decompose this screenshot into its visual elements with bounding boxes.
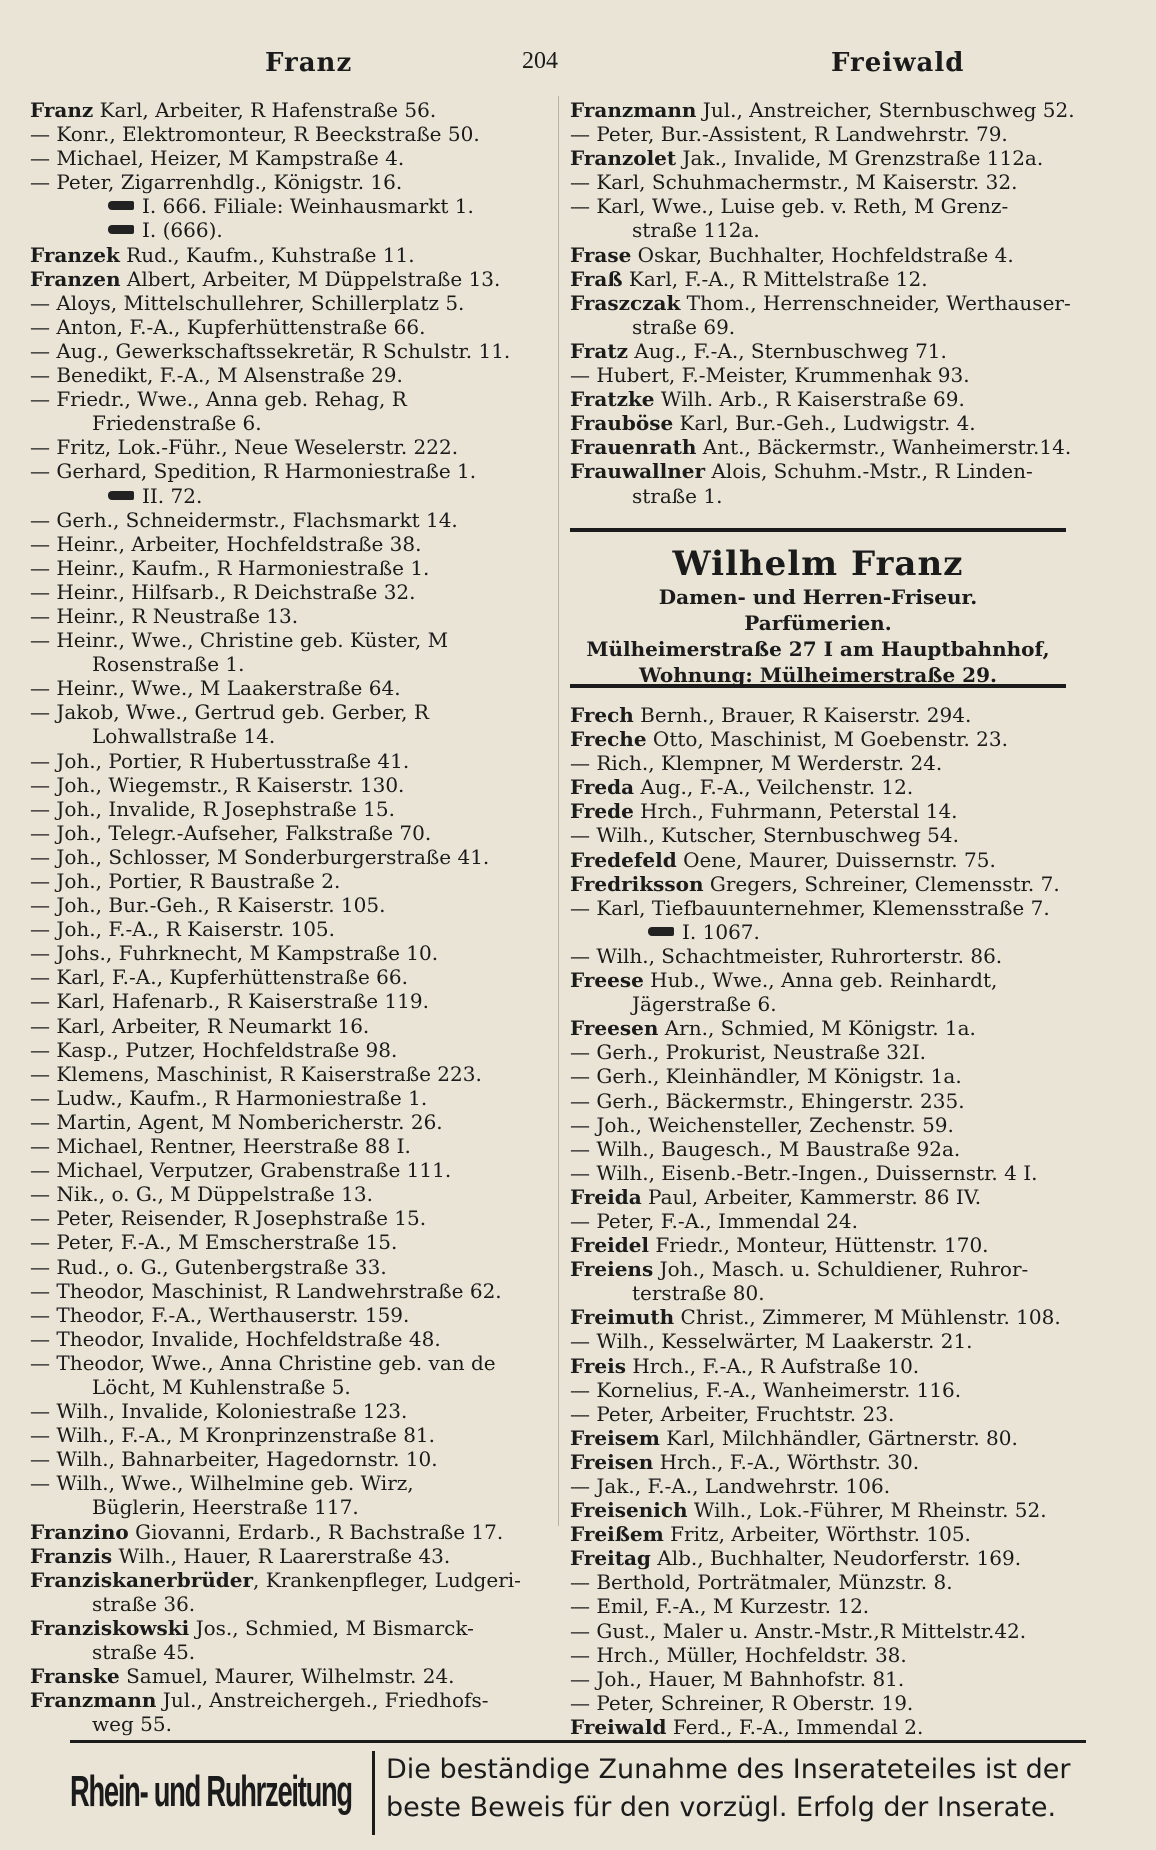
entry-surname: Franzolet <box>570 146 677 171</box>
directory-subentry: — Joh., Weichensteller, Zechenstr. 59. <box>570 1112 954 1137</box>
directory-subentry: — Ludw., Kaufm., R Harmoniestraße 1. <box>30 1085 428 1110</box>
entry-details: Christ., Zimmerer, M Mühlenstr. 108. <box>674 1305 1061 1330</box>
footer-slogan <box>386 1751 1070 1827</box>
directory-subentry: — Wilh., Bahnarbeiter, Hagedornstr. 10. <box>30 1447 438 1472</box>
entry-details: Wilh., Lok.-Führer, M Rheinstr. 52. <box>687 1498 1047 1523</box>
entry-details: Samuel, Maurer, Wilhelmstr. 24. <box>119 1664 455 1689</box>
right-column-top <box>570 98 1090 508</box>
telephone-number: I. (666). <box>142 218 223 243</box>
directory-entry <box>30 1520 560 1544</box>
directory-entry <box>570 703 1090 727</box>
telephone-number: I. 666. Filiale: Weinhausmarkt 1. <box>142 194 474 219</box>
directory-subentry: — Peter, Schreiner, R Oberstr. 19. <box>570 1690 914 1715</box>
entry-details: Joh., Masch. u. Schuldiener, Ruhror- <box>653 1257 1029 1282</box>
entry-surname: Freisem <box>570 1425 660 1450</box>
directory-entry <box>570 1546 1090 1570</box>
directory-entry <box>570 1233 1090 1257</box>
footer-separator <box>372 1751 375 1835</box>
entry-details: Fritz, Arbeiter, Wörthstr. 105. <box>663 1522 971 1547</box>
entry-surname: Frauwallner <box>570 459 706 484</box>
directory-entry <box>30 1616 560 1640</box>
entry-surname: Frauböse <box>570 411 674 436</box>
directory-subentry: — Theodor, F.-A., Werthauserstr. 159. <box>30 1302 410 1327</box>
entry-continuation: Löcht, M Kuhlenstraße 5. <box>92 1374 351 1399</box>
directory-entry <box>570 1426 1090 1450</box>
directory-subentry: — Peter, Bur.-Assistent, R Landwehrstr. 79. <box>570 122 1008 147</box>
ad-line-3: Mülheimerstraße 27 I am Hauptbahnhof, <box>586 637 1050 661</box>
directory-entry <box>30 1544 560 1568</box>
telephone-icon <box>108 225 134 234</box>
entry-surname: Franzek <box>30 242 120 267</box>
entry-details: Jul., Anstreichergeh., Friedhofs- <box>156 1688 489 1713</box>
directory-subentry: — Michael, Heizer, M Kampstraße 4. <box>30 146 405 171</box>
entry-continuation: Lohwallstraße 14. <box>92 724 276 749</box>
directory-entry <box>570 775 1090 799</box>
entry-surname: Fraß <box>570 266 623 291</box>
directory-subentry: — Jak., F.-A., Landwehrstr. 106. <box>570 1474 891 1498</box>
entry-surname: Freisenich <box>570 1498 688 1523</box>
entry-continuation: straße 36. <box>92 1591 196 1616</box>
directory-subentry: — Hubert, F.-Meister, Krummenhak 93. <box>570 363 970 388</box>
directory-subentry: — Martin, Agent, M Nombericherstr. 26. <box>30 1109 443 1134</box>
directory-subentry: — Kornelius, F.-A., Wanheimerstr. 116. <box>570 1377 962 1402</box>
directory-subentry: — Aug., Gewerkschaftssekretär, R Schulstr. 11. <box>30 338 511 363</box>
entry-details: Jos., Schmied, M Bismarck- <box>189 1615 474 1640</box>
page-number: 204 <box>522 48 558 74</box>
entry-surname: Freida <box>570 1184 642 1209</box>
entry-details: Karl, Bur.-Geh., Ludwigstr. 4. <box>673 411 976 436</box>
directory-entry <box>570 1522 1090 1546</box>
directory-entry <box>30 1568 560 1592</box>
telephone-icon <box>108 201 134 210</box>
directory-subentry: — Joh., Bur.-Geh., R Kaiserstr. 105. <box>30 893 386 918</box>
entry-details: Aug., F.-A., Veilchenstr. 12. <box>634 775 914 800</box>
directory-subentry: — Gerh., Schneidermstr., Flachsmarkt 14. <box>30 507 458 532</box>
telephone-line <box>570 920 1090 944</box>
directory-entry <box>570 1498 1090 1522</box>
directory-subentry: — Hrch., Müller, Hochfeldstr. 38. <box>570 1642 907 1667</box>
directory-entry <box>570 1450 1090 1474</box>
directory-entry <box>570 1305 1090 1329</box>
entry-details: Ferd., F.-A., Immendal 2. <box>666 1714 924 1739</box>
directory-entry <box>570 799 1090 823</box>
telephone-icon <box>108 491 134 500</box>
directory-subentry: — Heinr., Wwe., Christine geb. Küster, M <box>30 628 449 653</box>
entry-continuation: Jägerstraße 6. <box>632 992 777 1017</box>
directory-subentry: — Wilh., F.-A., M Kronprinzenstraße 81. <box>30 1423 435 1448</box>
entry-details: Hub., Wwe., Anna geb. Reinhardt, <box>643 968 998 993</box>
ad-line-4: Wohnung: Mülheimerstraße 29. <box>639 663 997 687</box>
telephone-line <box>30 194 560 218</box>
directory-subentry: — Rich., Klempner, M Werderstr. 24. <box>570 751 943 776</box>
telephone-icon <box>648 927 674 936</box>
ad-title: Wilhelm Franz <box>672 544 964 584</box>
directory-subentry: — Konr., Elektromonteur, R Beeckstraße 50. <box>30 122 480 147</box>
entry-surname: Fraszczak <box>570 290 681 315</box>
directory-entry <box>570 1354 1090 1378</box>
entry-details: Karl, F.-A., R Mittelstraße 12. <box>622 266 928 291</box>
directory-entry <box>570 339 1090 363</box>
entry-details: Albert, Arbeiter, M Düppelstraße 13. <box>120 266 501 291</box>
directory-entry <box>570 1257 1090 1281</box>
entry-surname: Freiwald <box>570 1714 667 1739</box>
directory-subentry: — Rud., o. G., Gutenbergstraße 33. <box>30 1254 387 1279</box>
slogan-line-1: Die beständige Zunahme des Inserateteiles ist der <box>386 1754 1071 1785</box>
entry-surname: Freesen <box>570 1016 659 1041</box>
entry-surname: Franzmann <box>30 1688 157 1713</box>
directory-subentry: — Aloys, Mittelschullehrer, Schillerplatz 5. <box>30 290 465 315</box>
directory-entry <box>570 872 1090 896</box>
entry-details: Alb., Buchhalter, Neudorferstr. 169. <box>650 1546 1022 1571</box>
entry-surname: Franziskowski <box>30 1615 190 1640</box>
telephone-number: II. 72. <box>142 483 203 508</box>
entry-details: Rud., Kaufm., Kuhstraße 11. <box>119 242 415 267</box>
advertisement <box>570 528 1066 688</box>
directory-entry <box>570 1016 1090 1040</box>
entry-surname: Franz <box>30 98 94 122</box>
entry-surname: Freidel <box>570 1233 650 1258</box>
entry-surname: Freisen <box>570 1449 654 1474</box>
directory-entry <box>570 1715 1090 1739</box>
directory-subentry: — Fritz, Lok.-Führ., Neue Weselerstr. 222. <box>30 435 459 460</box>
directory-subentry: — Kasp., Putzer, Hochfeldstraße 98. <box>30 1037 398 1062</box>
directory-subentry: — Nik., o. G., M Düppelstraße 13. <box>30 1182 373 1207</box>
entry-continuation: terstraße 80. <box>632 1281 765 1306</box>
directory-entry <box>570 291 1090 315</box>
right-column-bottom <box>570 703 1090 1739</box>
directory-entry <box>30 243 560 267</box>
entry-surname: Franzis <box>30 1543 113 1568</box>
telephone-line <box>30 218 560 242</box>
entry-surname: Franske <box>30 1664 120 1689</box>
entry-continuation: straße 1. <box>632 483 723 508</box>
directory-entry <box>570 98 1090 122</box>
directory-subentry: — Gerhard, Spedition, R Harmoniestraße 1. <box>30 459 477 484</box>
directory-subentry: — Michael, Rentner, Heerstraße 88 I. <box>30 1134 411 1159</box>
directory-subentry: — Peter, F.-A., Immendal 24. <box>570 1208 858 1233</box>
directory-entry <box>570 267 1090 291</box>
entry-continuation: weg 55. <box>92 1712 172 1737</box>
entry-surname: Freißem <box>570 1522 664 1547</box>
directory-subentry: — Joh., Portier, R Hubertusstraße 41. <box>30 748 410 773</box>
entry-surname: Freitag <box>570 1546 651 1571</box>
directory-subentry: — Joh., Hauer, M Bahnhofstr. 81. <box>570 1666 905 1691</box>
directory-subentry: — Benedikt, F.-A., M Alsenstraße 29. <box>30 363 403 388</box>
entry-surname: Fratz <box>570 338 628 363</box>
directory-subentry: — Gerh., Prokurist, Neustraße 32I. <box>570 1040 926 1065</box>
directory-subentry: — Heinr., Hilfsarb., R Deichstraße 32. <box>30 579 416 604</box>
directory-subentry: — Jakob, Wwe., Gertrud geb. Gerber, R <box>30 700 429 725</box>
entry-continuation: straße 45. <box>92 1640 196 1664</box>
directory-subentry: — Karl, Schuhmachermstr., M Kaiserstr. 32. <box>570 170 1018 195</box>
directory-subentry: — Joh., Portier, R Baustraße 2. <box>30 869 341 893</box>
entry-continuation: Büglerin, Heerstraße 117. <box>92 1495 359 1520</box>
page-header <box>30 48 1120 88</box>
directory-subentry: — Theodor, Invalide, Hochfeldstraße 48. <box>30 1326 441 1351</box>
directory-subentry: — Heinr., Wwe., M Laakerstraße 64. <box>30 676 401 701</box>
entry-details: Karl, Arbeiter, R Hafenstraße 56. <box>93 98 437 122</box>
directory-subentry: — Anton, F.-A., Kupferhüttenstraße 66. <box>30 314 426 339</box>
entry-details: Jak., Invalide, M Grenzstraße 112a. <box>676 146 1044 171</box>
entry-details: Friedr., Monteur, Hüttenstr. 170. <box>649 1233 989 1258</box>
entry-details: Hrch., Fuhrmann, Peterstal 14. <box>633 799 958 824</box>
entry-surname: Freiens <box>570 1257 654 1282</box>
directory-subentry: — Peter, Zigarrenhdlg., Königstr. 16. <box>30 170 403 195</box>
directory-entry <box>570 968 1090 992</box>
entry-surname: Fratzke <box>570 387 655 412</box>
directory-entry <box>570 411 1090 435</box>
directory-entry <box>570 848 1090 872</box>
directory-subentry: — Karl, Tiefbauunternehmer, Klemensstraße 7. <box>570 895 1050 920</box>
entry-surname: Franzmann <box>570 98 697 122</box>
directory-subentry: — Wilh., Baugesch., M Baustraße 92a. <box>570 1136 961 1161</box>
directory-subentry: — Karl, Arbeiter, R Neumarkt 16. <box>30 1013 370 1038</box>
directory-subentry: — Karl, Hafenarb., R Kaiserstraße 119. <box>30 989 429 1014</box>
entry-details: Wilh., Hauer, R Laarerstraße 43. <box>112 1543 451 1568</box>
entry-surname: Freis <box>570 1353 626 1378</box>
directory-subentry: — Peter, Arbeiter, Fruchtstr. 23. <box>570 1401 895 1426</box>
entry-details: Oskar, Buchhalter, Hochfeldstraße 4. <box>631 242 1014 267</box>
directory-subentry: — Gerh., Kleinhändler, M Königstr. 1a. <box>570 1064 962 1089</box>
entry-details: Thom., Herrenschneider, Werthauser- <box>680 290 1071 315</box>
entry-details: Alois, Schuhm.-Mstr., R Linden- <box>705 459 1033 484</box>
entry-details: Gregers, Schreiner, Clemensstr. 7. <box>703 871 1060 896</box>
entry-surname: Franzen <box>30 266 121 291</box>
entry-surname: Freche <box>570 727 647 752</box>
directory-entry <box>570 1185 1090 1209</box>
entry-surname: Frauenrath <box>570 435 697 460</box>
entry-surname: Freda <box>570 775 635 800</box>
directory-entry <box>570 243 1090 267</box>
slogan-line-2: beste Beweis für den vorzügl. Erfolg der Inserate. <box>386 1792 1057 1823</box>
directory-subentry: — Wilh., Schachtmeister, Ruhrorterstr. 86. <box>570 943 1003 968</box>
directory-entry <box>30 1664 560 1688</box>
entry-surname: Franziskanerbrüder <box>30 1567 254 1592</box>
directory-subentry: — Peter, Reisender, R Josephstraße 15. <box>30 1206 427 1231</box>
directory-subentry: — Wilh., Wwe., Wilhelmine geb. Wirz, <box>30 1471 414 1496</box>
entry-surname: Freimuth <box>570 1305 675 1330</box>
entry-surname: Frech <box>570 703 634 727</box>
directory-entry <box>30 267 560 291</box>
directory-subentry: — Joh., Wiegemstr., R Kaiserstr. 130. <box>30 772 405 797</box>
entry-surname: Frede <box>570 799 634 824</box>
directory-subentry: — Theodor, Wwe., Anna Christine geb. van de <box>30 1350 496 1375</box>
directory-subentry: — Karl, F.-A., Kupferhüttenstraße 66. <box>30 965 408 990</box>
directory-entry <box>30 1688 560 1712</box>
ad-line-1: Damen- und Herren-Friseur. <box>658 585 978 609</box>
newspaper-name: Rhein- und Ruhrzeitung <box>70 1767 352 1816</box>
directory-entry <box>570 387 1090 411</box>
entry-details: Jul., Anstreicher, Sternbuschweg 52. <box>696 98 1075 122</box>
directory-subentry: — Friedr., Wwe., Anna geb. Rehag, R <box>30 387 407 412</box>
directory-entry <box>570 727 1090 751</box>
directory-entry <box>30 98 560 122</box>
directory-subentry: — Joh., Schlosser, M Sonderburgerstraße 41. <box>30 844 490 869</box>
directory-subentry: — Heinr., R Neustraße 13. <box>30 603 299 628</box>
entry-continuation: straße 112a. <box>632 218 760 243</box>
entry-details: Bernh., Brauer, R Kaiserstr. 294. <box>633 703 972 727</box>
entry-surname: Freese <box>570 968 644 993</box>
directory-subentry: — Johs., Fuhrknecht, M Kampstraße 10. <box>30 941 439 966</box>
entry-details: Karl, Milchhändler, Gärtnerstr. 80. <box>659 1425 1018 1450</box>
directory-subentry: — Wilh., Kutscher, Sternbuschweg 54. <box>570 823 959 848</box>
directory-subentry: — Michael, Verputzer, Grabenstraße 111. <box>30 1158 452 1183</box>
directory-subentry: — Peter, F.-A., M Emscherstraße 15. <box>30 1230 398 1255</box>
directory-subentry: — Berthold, Porträtmaler, Münzstr. 8. <box>570 1570 953 1595</box>
entry-details: Wilh. Arb., R Kaiserstraße 69. <box>654 387 965 412</box>
left-column <box>30 98 560 1736</box>
entry-continuation: Friedenstraße 6. <box>92 411 262 436</box>
entry-surname: Fredefeld <box>570 847 677 872</box>
directory-subentry: — Emil, F.-A., M Kurzestr. 12. <box>570 1594 870 1619</box>
directory-subentry: — Joh., Invalide, R Josephstraße 15. <box>30 796 395 821</box>
directory-subentry: — Joh., Telegr.-Aufseher, Falkstraße 70. <box>30 820 432 845</box>
entry-details: , Krankenpfleger, Ludgeri- <box>253 1567 521 1592</box>
directory-subentry: — Heinr., Kaufm., R Harmoniestraße 1. <box>30 555 430 580</box>
directory-subentry: — Wilh., Kesselwärter, M Laakerstr. 21. <box>570 1329 973 1354</box>
entry-surname: Franzino <box>30 1519 129 1544</box>
entry-details: Oene, Maurer, Duissernstr. 75. <box>676 847 996 872</box>
directory-subentry: — Klemens, Maschinist, R Kaiserstraße 223. <box>30 1061 482 1086</box>
directory-subentry: — Wilh., Invalide, Koloniestraße 123. <box>30 1399 408 1424</box>
telephone-number: I. 1067. <box>682 919 760 944</box>
ad-line-2: Parfümerien. <box>744 611 892 635</box>
directory-entry <box>570 435 1090 459</box>
entry-details: Arn., Schmied, M Königstr. 1a. <box>658 1016 976 1041</box>
footer-advertisement <box>70 1740 1086 1839</box>
entry-surname: Frase <box>570 242 632 267</box>
header-right-keyword: Freiwald <box>831 48 965 78</box>
directory-subentry: — Wilh., Eisenb.-Betr.-Ingen., Duissernstr. 4 I. <box>570 1160 1038 1185</box>
directory-entry <box>570 459 1090 483</box>
entry-continuation: straße 69. <box>632 314 736 339</box>
entry-details: Paul, Arbeiter, Kammerstr. 86 IV. <box>641 1184 982 1209</box>
entry-details: Hrch., F.-A., Wörthstr. 30. <box>653 1449 920 1474</box>
directory-subentry: — Theodor, Maschinist, R Landwehrstraße 62. <box>30 1278 502 1303</box>
telephone-line <box>30 484 560 508</box>
entry-details: Hrch., F.-A., R Aufstraße 10. <box>625 1353 920 1378</box>
entry-details: Otto, Maschinist, M Goebenstr. 23. <box>646 727 1008 752</box>
entry-details: Ant., Bäckermstr., Wanheimerstr.14. <box>696 435 1072 460</box>
directory-entry <box>570 146 1090 170</box>
entry-surname: Fredriksson <box>570 871 704 896</box>
directory-subentry: — Gust., Maler u. Anstr.-Mstr.,R Mittelstr.42. <box>570 1618 1027 1643</box>
entry-continuation: Rosenstraße 1. <box>92 652 245 677</box>
header-left-keyword: Franz <box>265 48 353 78</box>
directory-subentry: — Karl, Wwe., Luise geb. v. Reth, M Grenz- <box>570 194 1009 219</box>
directory-subentry: — Gerh., Bäckermstr., Ehingerstr. 235. <box>570 1088 965 1113</box>
entry-details: Giovanni, Erdarb., R Bachstraße 17. <box>128 1519 504 1544</box>
directory-subentry: — Heinr., Arbeiter, Hochfeldstraße 38. <box>30 531 422 556</box>
directory-subentry: — Joh., F.-A., R Kaiserstr. 105. <box>30 917 336 942</box>
entry-details: Aug., F.-A., Sternbuschweg 71. <box>627 338 947 363</box>
